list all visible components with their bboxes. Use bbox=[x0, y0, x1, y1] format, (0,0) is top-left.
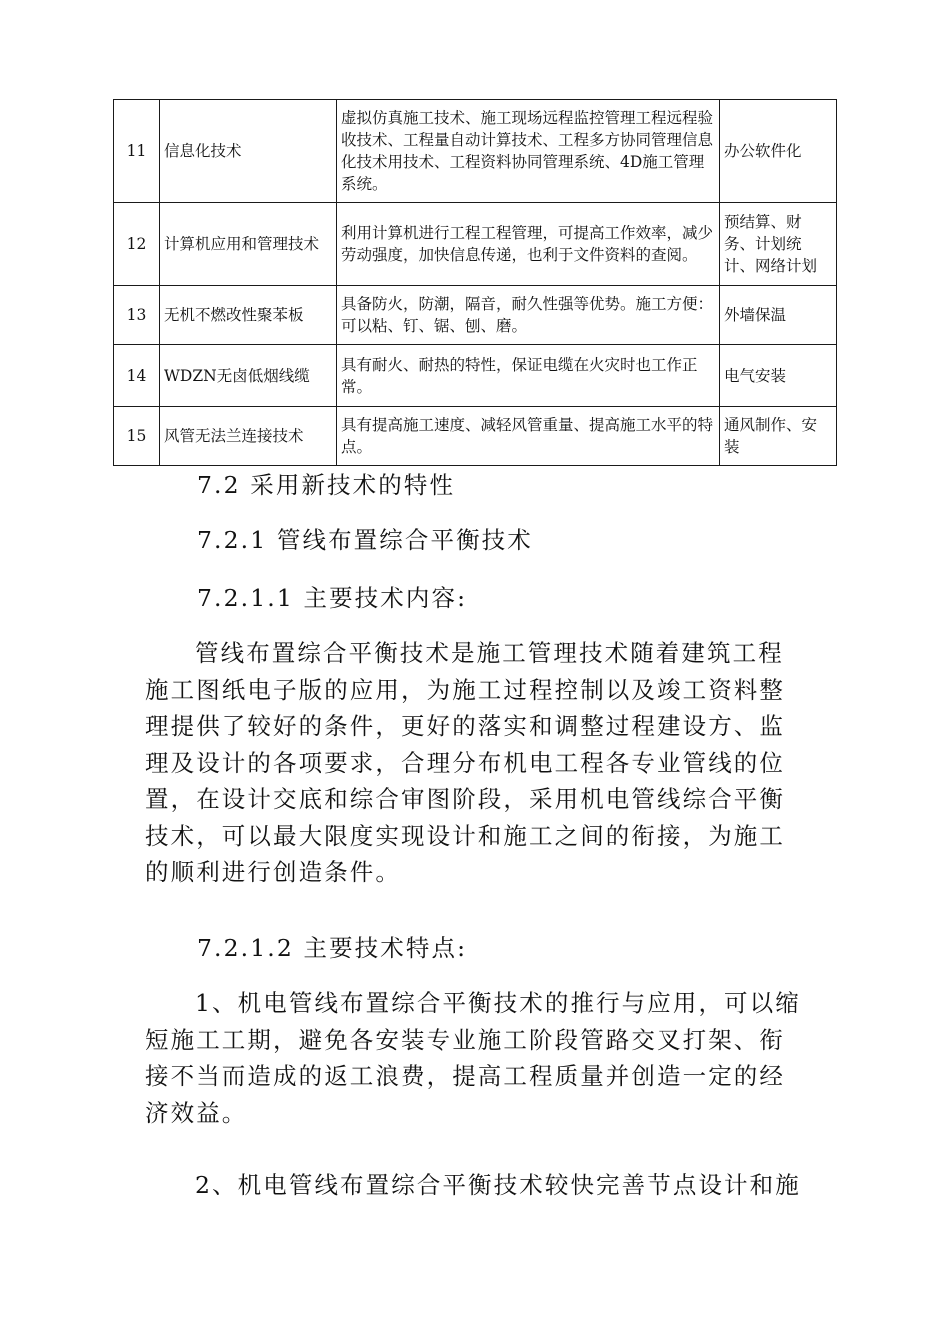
feature-paragraph-1: 1、机电管线布置综合平衡技术的推行与应用，可以缩短施工工期，避免各安装专业施工阶段管路交叉打架、衔接不当而造成的返工浪费，提高工程质量并创造一定的经济效益。 bbox=[145, 989, 801, 1127]
row-number: 12 bbox=[114, 203, 160, 286]
technology-name: WDZN无卤低烟线缆 bbox=[160, 345, 337, 407]
row-number: 11 bbox=[114, 100, 160, 203]
section-heading-7-2: 7.2 采用新技术的特性 bbox=[197, 471, 456, 499]
technology-content: 具有提高施工速度、减轻风管重量、提高施工水平的特点。 bbox=[337, 407, 720, 466]
technology-content: 虚拟仿真施工技术、施工现场远程监控管理工程远程验收技术、工程量自动计算技术、工程多方协同管理信息化技术用技术、工程资料协同管理系统、4D施工管理系统。 bbox=[337, 100, 720, 203]
application-area: 电气安装 bbox=[720, 345, 837, 407]
technology-content: 利用计算机进行工程工程管理，可提高工作效率，减少劳动强度，加快信息传递，也利于文件资料的查阅。 bbox=[337, 203, 720, 286]
feature-paragraph-2: 2、机电管线布置综合平衡技术较快完善节点设计和施 bbox=[195, 1171, 801, 1199]
technology-table bbox=[113, 99, 837, 466]
table-row bbox=[114, 286, 837, 345]
table-row bbox=[114, 203, 837, 286]
table-row bbox=[114, 100, 837, 203]
section-heading-7-2-1-2: 7.2.1.2 主要技术特点: bbox=[197, 934, 468, 962]
application-area: 通风制作、安装 bbox=[720, 407, 837, 466]
table-row bbox=[114, 407, 837, 466]
row-number: 14 bbox=[114, 345, 160, 407]
row-number: 13 bbox=[114, 286, 160, 345]
technology-name: 风管无法兰连接技术 bbox=[160, 407, 337, 466]
application-area: 外墙保温 bbox=[720, 286, 837, 345]
section-heading-7-2-1: 7.2.1 管线布置综合平衡技术 bbox=[197, 526, 533, 554]
technology-content: 具有耐火、耐热的特性，保证电缆在火灾时也工作正常。 bbox=[337, 345, 720, 407]
technology-content: 具备防火，防潮，隔音，耐久性强等优势。施工方便：可以粘、钉、锯、刨、磨。 bbox=[337, 286, 720, 345]
section-heading-7-2-1-1: 7.2.1.1 主要技术内容: bbox=[197, 584, 468, 612]
technology-name: 计算机应用和管理技术 bbox=[160, 203, 337, 286]
application-area: 办公软件化 bbox=[720, 100, 837, 203]
technology-name: 信息化技术 bbox=[160, 100, 337, 203]
technology-name: 无机不燃改性聚苯板 bbox=[160, 286, 337, 345]
row-number: 15 bbox=[114, 407, 160, 466]
application-area: 预结算、财务、计划统计、网络计划 bbox=[720, 203, 837, 286]
content-paragraph: 管线布置综合平衡技术是施工管理技术随着建筑工程施工图纸电子版的应用，为施工过程控制以及竣工资料整理提供了较好的条件，更好的落实和调整过程建设方、监理及设计的各项要求，合理分布机电工程各专业管线的位置，在设计交底和综合审图阶段，采用机电管线综合平衡技术，可以最大限度实现设计和施工之间的衔接，为施工的顺利进行创造条件。 bbox=[145, 639, 785, 886]
table-row bbox=[114, 345, 837, 407]
